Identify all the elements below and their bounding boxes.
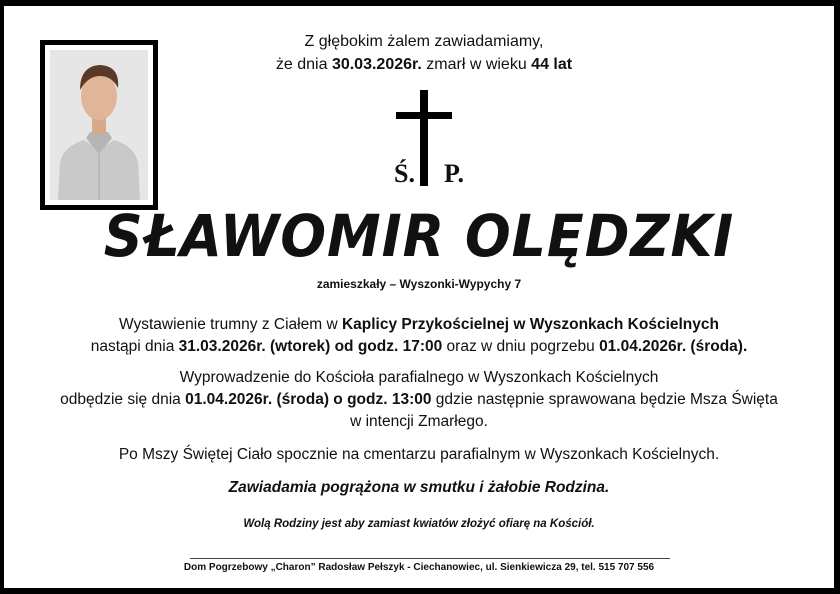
funeral-date: 01.04.2026r. (środa). [599, 338, 748, 355]
cross-letters-left: Ś. [394, 159, 415, 188]
family-wish: Wolą Rodziny jest aby zamiast kwiatów złożyć ofiarę na Kościół. [243, 518, 595, 530]
obituary-page [4, 6, 834, 588]
cross-letters-right: P. [444, 159, 464, 188]
death-date: 30.03.2026r. [331, 56, 422, 73]
viewing-place: Kaplicy Przykościelnej w Wyszonkach Kościelnych [341, 316, 719, 333]
age: 44 lat [531, 56, 573, 73]
residence: zamieszkały – Wyszonki-Wypychy 7 [316, 277, 522, 291]
procession-time: 01.04.2026r. (środa) o godz. 13:00 [185, 391, 432, 408]
portrait-photo [50, 50, 148, 200]
footer-divider [190, 558, 670, 559]
procession-paragraph: Wyprowadzenie do Kościoła parafialnego w Wyszonkach Kościelnych odbędzie się dnia 01.04.2026r. (środa) o godz. 13:00 gdzie następnie sprawowana będzie Msza Święta w intencji Zmarłego. [60, 369, 778, 430]
viewing-paragraph: Wystawienie trumny z Ciałem w Kaplicy Przykościelnej w Wyszonkach Kościelnych nastąpi dnia 31.03.2026r. (wtorek) od godz. 17:00 oraz w dniu pogrzebu 01.04.2026r. (środa). [90, 316, 748, 355]
viewing-time: 31.03.2026r. (wtorek) od godz. 17:00 [178, 338, 443, 355]
deceased-name: SŁAWOMIR OLĘDZKI [103, 202, 735, 270]
funeral-home-footer: Dom Pogrzebowy „Charon” Radosław Pełszyk - Ciechanowiec, ul. Sienkiewicza 29, tel. 515 707 556 [183, 562, 655, 573]
portrait-illustration [50, 50, 148, 200]
portrait-frame [40, 40, 158, 210]
announcement-line-2: że dnia 30.03.2026r. zmarł w wieku 44 lat [275, 56, 573, 73]
family-note: Zawiadamia pogrążona w smutku i żałobie Rodzina. [228, 479, 610, 496]
announcement-line-1: Z głębokim żalem zawiadamiamy, [304, 33, 544, 50]
burial-paragraph: Po Mszy Świętej Ciało spocznie na cmentarzu parafialnym w Wyszonkach Kościelnych. [118, 446, 720, 463]
announcement [214, 30, 634, 76]
